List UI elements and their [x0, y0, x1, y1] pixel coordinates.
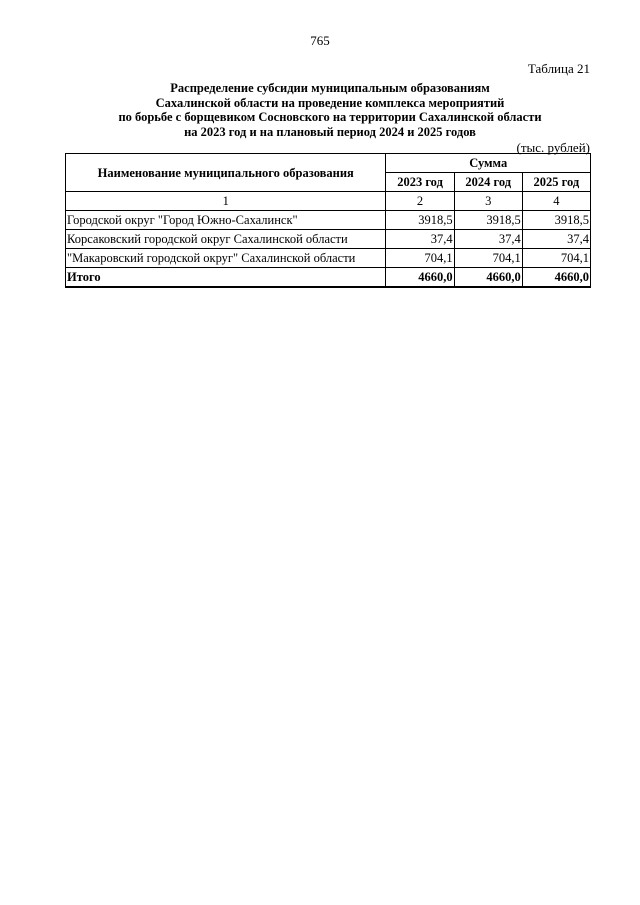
column-header-year: 2023 год	[386, 173, 454, 192]
municipality-name: Городской округ "Город Южно-Сахалинск"	[66, 211, 386, 230]
amount-2023: 3918,5	[386, 211, 454, 230]
amount-2023: 37,4	[386, 230, 454, 249]
amount-2025: 37,4	[522, 230, 590, 249]
column-number: 3	[454, 192, 522, 211]
title-line: на 2023 год и на плановый период 2024 и 2025 годов	[184, 124, 476, 139]
document-title	[60, 81, 600, 139]
subsidy-table	[65, 153, 591, 288]
municipality-name: "Макаровский городской округ" Сахалинской области	[66, 249, 386, 268]
amount-2024: 37,4	[454, 230, 522, 249]
total-2023: 4660,0	[386, 268, 454, 288]
units-note: (тыс. рублей)	[516, 140, 590, 155]
title-line: Сахалинской области на проведение комплекса мероприятий	[155, 95, 505, 110]
table-label: Таблица 21	[527, 61, 590, 76]
column-header-year: 2025 год	[522, 173, 590, 192]
municipality-name: Корсаковский городской округ Сахалинской области	[66, 230, 386, 249]
total-row	[66, 268, 591, 288]
column-number-row	[66, 192, 591, 211]
column-header-name: Наименование муниципального образования	[66, 154, 386, 192]
title-line: по борьбе с борщевиком Сосновского на территории Сахалинской области	[118, 110, 542, 124]
page-number: 765	[310, 33, 330, 48]
total-2024: 4660,0	[454, 268, 522, 288]
total-label: Итого	[66, 268, 386, 288]
table-row	[66, 249, 591, 268]
column-header-year: 2024 год	[454, 173, 522, 192]
amount-2023: 704,1	[386, 249, 454, 268]
table-row	[66, 211, 591, 230]
title-line: Распределение субсидии муниципальным образованиям	[170, 81, 490, 95]
column-header-sum: Сумма	[386, 154, 591, 173]
column-number: 1	[66, 192, 386, 211]
amount-2025: 3918,5	[522, 211, 590, 230]
amount-2024: 3918,5	[454, 211, 522, 230]
amount-2024: 704,1	[454, 249, 522, 268]
amount-2025: 704,1	[522, 249, 590, 268]
header-row	[66, 154, 591, 173]
table-row	[66, 230, 591, 249]
total-2025: 4660,0	[522, 268, 590, 288]
column-number: 4	[522, 192, 590, 211]
column-number: 2	[386, 192, 454, 211]
